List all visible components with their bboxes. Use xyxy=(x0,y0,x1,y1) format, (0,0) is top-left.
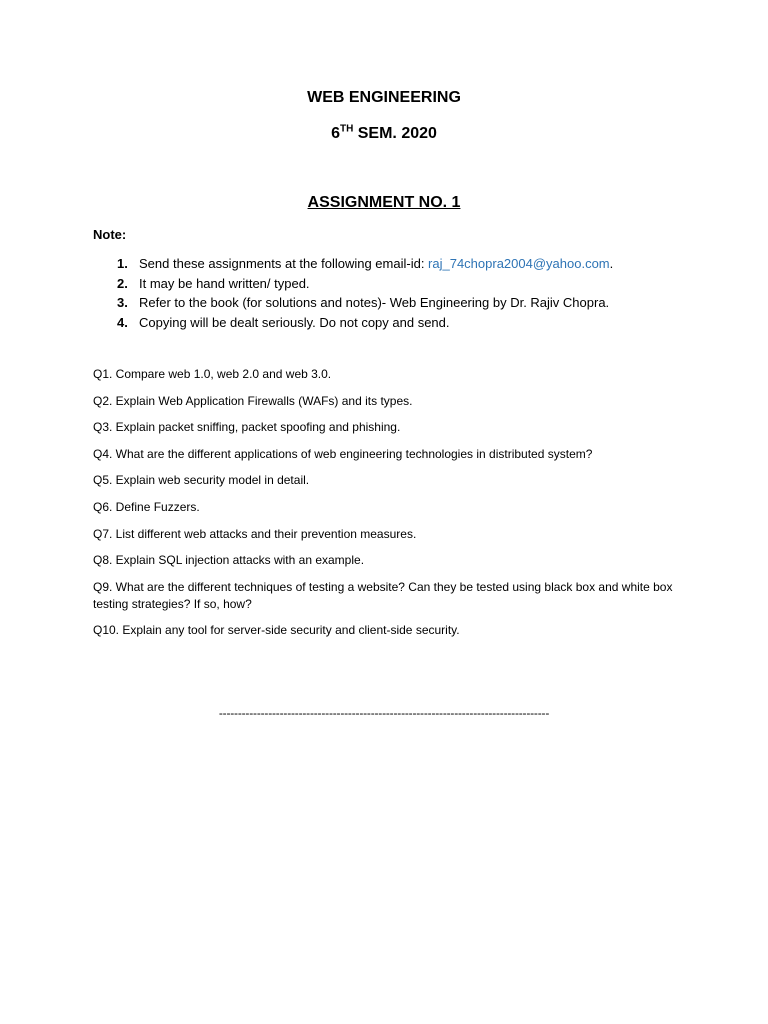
end-divider: --------------------------------------------------------------------------------------- xyxy=(218,706,550,720)
note-text-end: . xyxy=(609,256,614,271)
question-list xyxy=(93,366,683,639)
note-number: 1. xyxy=(117,256,128,271)
question-item: Q8. Explain SQL injection attacks with an example. xyxy=(93,553,365,568)
note-item xyxy=(117,313,613,333)
semester-superscript: TH xyxy=(339,123,354,135)
note-list xyxy=(117,254,613,332)
question-item: Q10. Explain any tool for server-side security and client-side security. xyxy=(93,623,460,638)
note-item xyxy=(117,274,613,294)
question-item: Q6. Define Fuzzers. xyxy=(93,499,200,514)
semester-year: SEM. 2020 xyxy=(353,125,437,142)
note-label: Note: xyxy=(93,227,127,242)
question-item: Q7. List different web attacks and their prevention measures. xyxy=(93,526,417,541)
note-item xyxy=(117,254,613,274)
question-item: Q2. Explain Web Application Firewalls (WAFs) and its types. xyxy=(93,393,413,408)
question-item: Q9. What are the different techniques of testing a website? Can they be tested using black box and white box testing strategies? If so, how? xyxy=(93,579,673,611)
note-text: Copying will be dealt seriously. Do not copy and send. xyxy=(139,314,450,330)
question-item: Q3. Explain packet sniffing, packet spoofing and phishing. xyxy=(93,420,401,435)
question-item: Q5. Explain web security model in detail. xyxy=(93,473,310,488)
note-number: 3. xyxy=(117,295,128,310)
note-number: 2. xyxy=(117,275,128,291)
semester-number: 6 xyxy=(331,125,340,142)
note-text: It may be hand written/ typed. xyxy=(139,275,310,291)
assignment-title: ASSIGNMENT NO. 1 xyxy=(307,194,461,211)
question-item: Q4. What are the different applications of web engineering technologies in distributed system? xyxy=(93,446,593,461)
semester-title xyxy=(0,125,768,143)
note-text: Refer to the book (for solutions and notes)- Web Engineering by Dr. Rajiv Chopra. xyxy=(139,295,610,310)
email-link[interactable]: raj_74chopra2004@yahoo.com xyxy=(428,256,610,271)
course-title: WEB ENGINEERING xyxy=(307,89,461,106)
note-number: 4. xyxy=(117,314,128,330)
question-item: Q1. Compare web 1.0, web 2.0 and web 3.0. xyxy=(93,367,332,381)
note-item xyxy=(117,293,613,313)
note-text: Send these assignments at the following email-id: xyxy=(139,256,429,271)
